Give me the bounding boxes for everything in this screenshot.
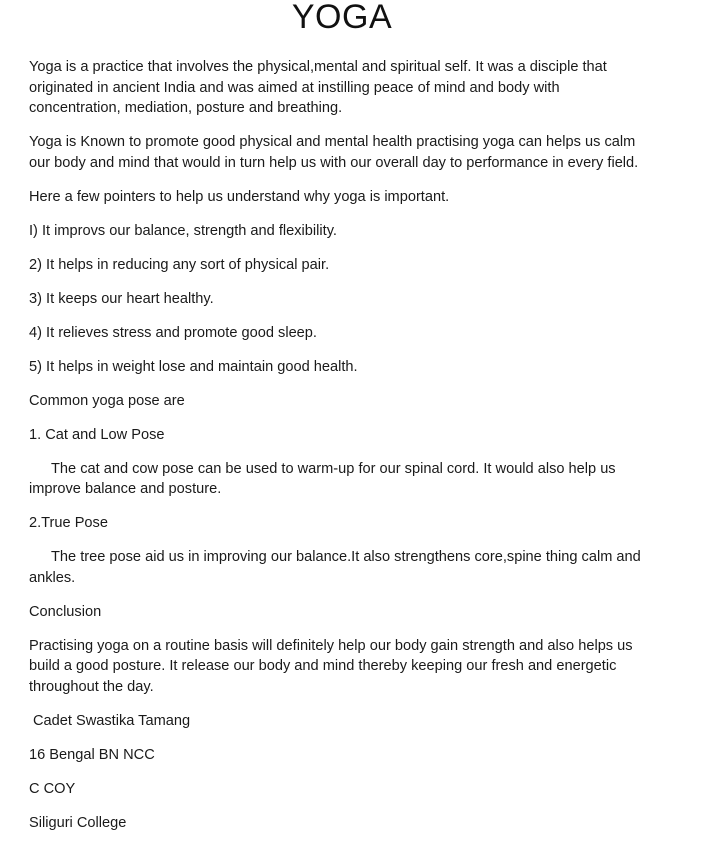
poses-heading: Common yoga pose are: [29, 392, 185, 409]
pointer-item: 2) It helps in reducing any sort of physical pair.: [29, 256, 330, 273]
page-title: YOGA: [291, 0, 393, 36]
pose-heading: 1. Cat and Low Pose: [29, 426, 165, 443]
pointer-item: 3) It keeps our heart healthy.: [29, 290, 214, 307]
pose-description: The tree pose aid us in improving our balance.It also strengthens core,spine thing calm and ankles.: [29, 549, 641, 586]
signature-college: Siliguri College: [29, 814, 127, 831]
signature-unit: 16 Bengal BN NCC: [29, 746, 155, 763]
pointers-intro: Here a few pointers to help us understand why yoga is important.: [29, 188, 450, 205]
pose-heading: 2.True Pose: [29, 515, 108, 531]
pose-description: The cat and cow pose can be used to warm-up for our spinal cord. It would also help us improve balance and posture.: [29, 460, 616, 497]
signature-company: C COY: [29, 780, 76, 797]
conclusion-paragraph: Practising yoga on a routine basis will definitely help our body gain strength and also helps us build a good posture. It release our body and mind thereby keeping our fresh and energetic throughout the day.: [29, 637, 633, 695]
pointer-item: I) It improvs our balance, strength and flexibility.: [29, 222, 337, 239]
document-body: [29, 57, 651, 847]
pointer-item: 4) It relieves stress and promote good sleep.: [29, 324, 317, 341]
signature-name: Cadet Swastika Tamang: [33, 712, 191, 729]
intro-paragraph: Yoga is a practice that involves the physical,mental and spiritual self. It was a disciple that originated in ancient India and was aimed at instilling peace of mind and body with concentration, mediation, posture and breathing.: [29, 59, 607, 116]
health-paragraph: Yoga is Known to promote good physical and mental health practising yoga can helps us calm our body and mind that would in turn help us with our overall day to performance in every field.: [29, 134, 639, 171]
pointer-item: 5) It helps in weight lose and maintain good health.: [29, 358, 358, 375]
conclusion-heading: Conclusion: [29, 603, 102, 620]
